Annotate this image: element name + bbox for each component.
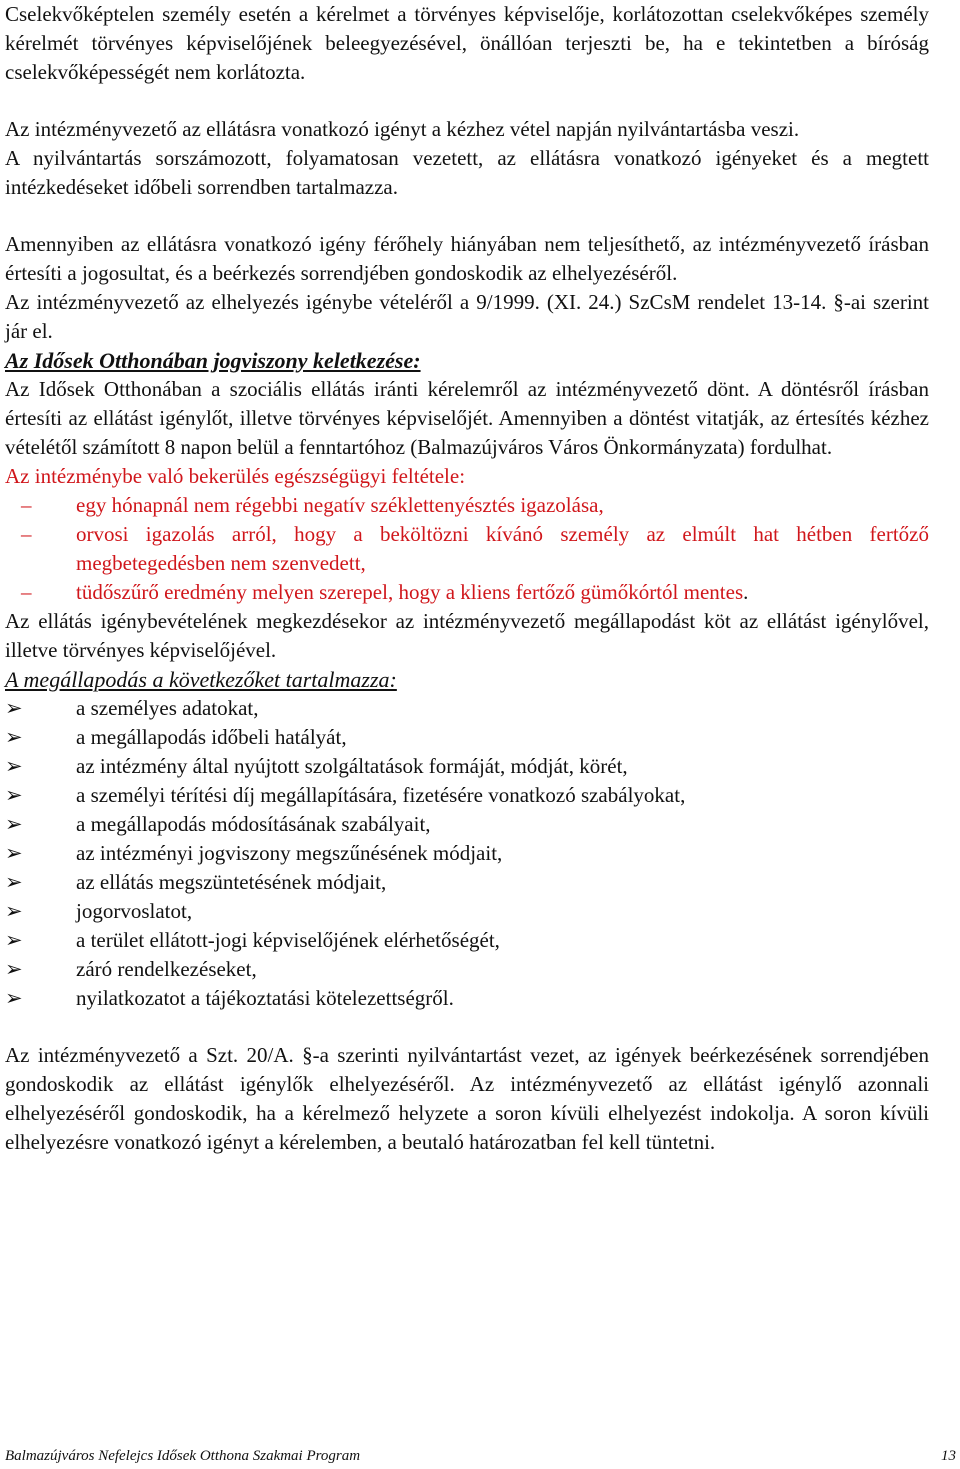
arrow-bullet-icon: ➢ <box>5 783 23 807</box>
arrow-bullet-icon: ➢ <box>5 725 23 749</box>
list-item-text: a személyi térítési díj megállapítására, fizetésére vonatkozó szabályokat, <box>76 783 686 807</box>
list-item-text: az intézményi jogviszony megszűnésének módjait, <box>76 841 503 865</box>
paragraph-capacity-shortage: Amennyiben az ellátásra vonatkozó igény férőhely hiányában nem teljesíthető, az intézményvezető írásban értesíti a jogosultat, és a beérkezés sorrendjében gondoskodik az elhelyezéséről. <box>5 232 929 285</box>
list-item-text: egy hónapnál nem régebbi negatív széklettenyésztés igazolása, <box>76 493 604 517</box>
list-item <box>5 491 929 520</box>
paragraph-registry-description: A nyilvántartás sorszámozott, folyamatosan vezetett, az ellátásra vonatkozó igényeket és a megtett intézkedéseket időbeli sorrendben tartalmazza. <box>5 146 929 199</box>
arrow-bullet-icon: ➢ <box>5 812 23 836</box>
agreement-contents-list <box>5 694 929 1013</box>
arrow-bullet-icon: ➢ <box>5 986 23 1010</box>
paragraph-decree-reference: Az intézményvezető az elhelyezés igénybe vételéről a 9/1999. (XI. 24.) SzCsM rendelet 13-14. §-ai szerint jár el. <box>5 290 929 343</box>
list-item-text: a terület ellátott-jogi képviselőjének elérhetőségét, <box>76 928 500 952</box>
list-item-text: a személyes adatokat, <box>76 696 259 720</box>
section-heading-legal-relationship: Az Idősek Otthonában jogviszony keletkezése: <box>5 348 421 373</box>
list-item <box>5 955 929 984</box>
arrow-bullet-icon: ➢ <box>5 696 23 720</box>
list-item <box>5 984 929 1013</box>
dash-bullet-icon: – <box>21 522 32 546</box>
section-heading-agreement-contents: A megállapodás a következőket tartalmazza: <box>5 667 397 692</box>
arrow-bullet-icon: ➢ <box>5 899 23 923</box>
list-item <box>5 752 929 781</box>
list-item-text: az intézmény által nyújtott szolgáltatások formáját, módját, körét, <box>76 754 628 778</box>
health-condition-list <box>5 491 929 607</box>
footer-title: Balmazújváros Nefelejcs Idősek Otthona Szakmai Program <box>5 1448 361 1464</box>
list-item <box>5 810 929 839</box>
list-item-text: orvosi igazolás arról, hogy a beköltözni kívánó személy az elmúlt hat hétben fertőző megbetegedésben nem szenvedett, <box>76 522 929 575</box>
dash-bullet-icon: – <box>21 493 32 517</box>
list-item-text: nyilatkozatot a tájékoztatási kötelezettségről. <box>76 986 454 1010</box>
list-item <box>5 839 929 868</box>
page-footer <box>5 1446 956 1466</box>
list-item <box>5 897 929 926</box>
list-item-text: az ellátás megszüntetésének módjait, <box>76 870 387 894</box>
list-item <box>5 694 929 723</box>
list-item <box>5 868 929 897</box>
paragraph-registration: Az intézményvezető az ellátásra vonatkozó igényt a kézhez vétel napján nyilvántartásba veszi. <box>5 117 800 141</box>
list-item-text: záró rendelkezéseket, <box>76 957 257 981</box>
list-item-text: a megállapodás időbeli hatályát, <box>76 725 347 749</box>
arrow-bullet-icon: ➢ <box>5 754 23 778</box>
list-item <box>5 926 929 955</box>
paragraph-decision: Az Idősek Otthonában a szociális ellátás iránti kérelemről az intézményvezető dönt. A döntésről írásban értesíti az ellátást igénylőt, illetve törvényes képviselőjét. Amennyiben a döntést vitatják, az értesítés kézhez vételétől számított 8 napon belül a fenntartóhoz (Balmazújváros Város Önkormányzata) fordulhat. <box>5 377 929 459</box>
list-item <box>5 781 929 810</box>
page-number: 13 <box>941 1448 956 1464</box>
arrow-bullet-icon: ➢ <box>5 928 23 952</box>
paragraph-legal-representative: Cselekvőképtelen személy esetén a kérelmet a törvényes képviselője, korlátozottan cselekvőképes személy kérelmét törvényes képviselőjének beleegyezésével, önállóan terjeszti be, ha e tekintetben a bíróság cselekvőképességét nem korlátozta. <box>5 2 929 84</box>
paragraph-agreement-start: Az ellátás igénybevételének megkezdésekor az intézményvezető megállapodást köt az ellátást igénylővel, illetve törvényes képviselőjével. <box>5 609 929 662</box>
arrow-bullet-icon: ➢ <box>5 870 23 894</box>
list-item <box>5 578 929 607</box>
list-item-text: a megállapodás módosításának szabályait, <box>76 812 431 836</box>
paragraph-registry-order: Az intézményvezető a Szt. 20/A. §-a szerinti nyilvántartást vezet, az igények beérkezésének sorrendjében gondoskodik az ellátást igénylők elhelyezéséről. Az intézményvezető az ellátást igénylő azonnali elhelyezéséről gondoskodik, ha a kérelmező helyzete a soron kívüli elhelyezést indokolja. A soron kívüli elhelyezésre vonatkozó igényt a kérelemben, a beutaló határozatban fel kell tüntetni. <box>5 1043 929 1154</box>
list-item-text: jogorvoslatot, <box>76 899 193 923</box>
list-item <box>5 520 929 578</box>
list-item-tail: . <box>743 580 749 604</box>
list-item <box>5 723 929 752</box>
health-condition-heading: Az intézménybe való bekerülés egészségügyi feltétele: <box>5 464 466 488</box>
arrow-bullet-icon: ➢ <box>5 841 23 865</box>
arrow-bullet-icon: ➢ <box>5 957 23 981</box>
list-item-text: tüdőszűrő eredmény melyen szerepel, hogy a kliens fertőző gümőkórtól mentes <box>76 580 744 604</box>
document-page <box>5 0 929 1157</box>
dash-bullet-icon: – <box>21 580 32 604</box>
